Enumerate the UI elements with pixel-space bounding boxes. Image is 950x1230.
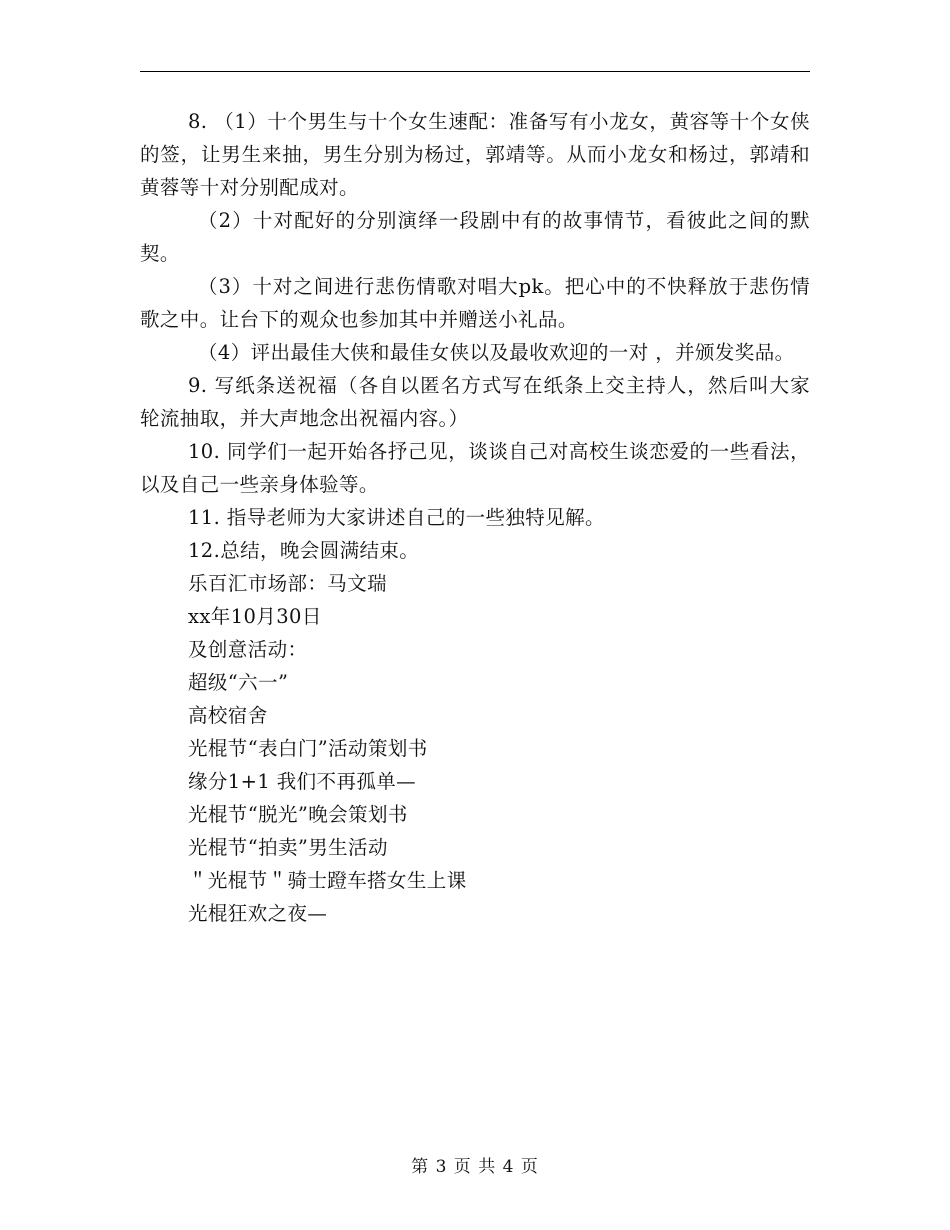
page-number-footer: 第 3 页 共 4 页 [411, 1157, 539, 1177]
document-body [140, 105, 810, 930]
paragraph-item-8-2: （2）十对配好的分别演绎一段剧中有的故事情节，看彼此之间的默契。 [140, 209, 810, 265]
related-link-item[interactable]: 光棍狂欢之夜— [188, 902, 328, 925]
paragraph-item-10: 10. 同学们一起开始各抒己见，谈谈自己对高校生谈恋爱的一些看法，以及自己一些亲身体验等。 [140, 440, 810, 496]
paragraph-item-8-4: （4）评出最佳大侠和最佳女侠以及最收欢迎的一对 ，并颁发奖品。 [198, 341, 795, 364]
related-link-item[interactable]: 超级“六一” [188, 671, 289, 694]
related-heading: 及创意活动： [188, 638, 308, 661]
signature-department: 乐百汇市场部：马文瑞 [188, 572, 388, 595]
list-item-11: 11. 指导老师为大家讲述自己的一些独特见解。 [188, 506, 605, 529]
related-link-item[interactable]: 缘分1+1 我们不再孤单— [188, 770, 417, 793]
related-link-item[interactable]: 光棍节“脱光”晚会策划书 [188, 803, 408, 826]
list-item-12: 12.总结，晚会圆满结束。 [188, 539, 420, 562]
related-link-item[interactable]: 光棍节“拍卖”男生活动 [188, 836, 388, 859]
paragraph-item-9: 9. 写纸条送祝福（各自以匿名方式写在纸条上交主持人，然后叫大家轮流抽取，并大声地念出祝福内容。） [140, 374, 810, 430]
header-rule [140, 71, 810, 72]
signature-date: xx年10月30日 [188, 605, 322, 628]
related-link-item[interactable]: 光棍节“表白门”活动策划书 [188, 737, 428, 760]
paragraph-item-8-3: （3）十对之间进行悲伤情歌对唱大pk。把心中的不快释放于悲伤情歌之中。让台下的观众也参加其中并赠送小礼品。 [140, 275, 810, 331]
paragraph-item-8-1: 8. （1）十个男生与十个女生速配：准备写有小龙女，黄容等十个女侠的签，让男生来抽，男生分别为杨过，郭靖等。从而小龙女和杨过，郭靖和黄蓉等十对分别配成对。 [140, 110, 810, 199]
related-link-item[interactable]: ＂光棍节＂骑士蹬车搭女生上课 [188, 869, 467, 892]
related-link-item[interactable]: 高校宿舍 [188, 704, 268, 727]
